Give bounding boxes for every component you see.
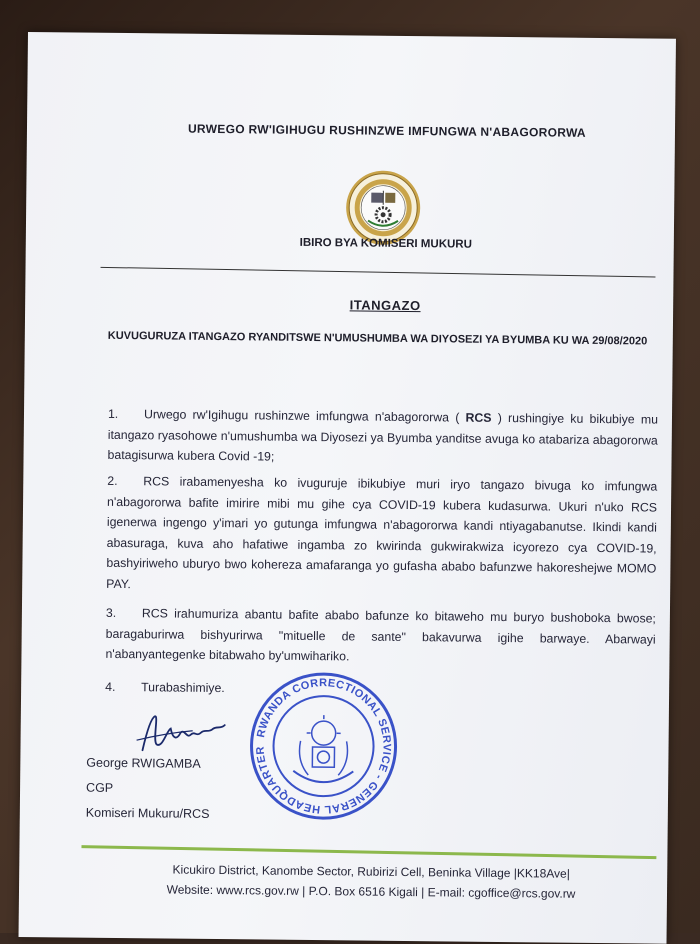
paragraph-text: Turabashimiye. [141, 680, 225, 695]
rcs-acronym: RCS [465, 411, 491, 425]
paragraph-number: 4. [105, 677, 141, 698]
paragraph-1 [107, 404, 658, 471]
footer [81, 859, 661, 905]
rcs-emblem-icon [344, 168, 423, 247]
document-title: ITANGAZO [175, 296, 595, 315]
footer-contacts: Website: www.rcs.gov.rw | P.O. Box 6516 Kigali | E-mail: cgoffice@rcs.gov.rw [81, 879, 661, 905]
paragraph-3 [105, 603, 656, 670]
document-subject: KUVUGURUZA ITANGAZO RYANDITSWE N'UMUSHUMBA WA DIYOSEZI YA BYUMBA KU WA 29/08/2020 [108, 329, 656, 350]
paragraph-number: 2. [107, 471, 143, 492]
signatory-block [86, 751, 210, 827]
paragraph-text: RCS irahumuriza abantu bafite ababo bafunze ko bitaweho mu buryo bushoboka bwose; baragaburirwa bishyurirwa "mituelle de sante" bakavurwa igihe barwaye. Abarwayi n'abanyantegenke bitabwaho by'umwihariko. [105, 606, 656, 663]
paragraph-text: Urwego rw'Igihugu rushinzwe imfungwa n'abagororwa ( [144, 407, 466, 424]
svg-text:RWANDA CORRECTIONAL SERVICE -: RWANDA CORRECTIONAL SERVICE - GENERAL HEADQUARTER [254, 676, 394, 816]
header-divider [101, 267, 656, 278]
paragraph-2 [106, 471, 657, 600]
signatory-rank: CGP [86, 776, 210, 802]
paragraph-number: 3. [106, 603, 142, 624]
organization-name: URWEGO RW'IGIHUGU RUSHINZWE IMFUNGWA N'ABAGORORWA [177, 122, 597, 140]
footer-divider [81, 845, 656, 859]
signatory-position: Komiseri Mukuru/RCS [86, 801, 210, 827]
paragraph-number: 1. [108, 404, 144, 425]
paragraph-text: RCS irabamenyesha ko ivuguruje ibikubiye muri iryo tangazo bivuga ko imfungwa n'abagororwa bafite imirire mibi mu gihe cya COVID-19 kubera kudasurwa. Ukuri n'uko RCS igenerwa ingengo y'imari yo gutunga imfungwa n'abagororwa kandi ntiyagabanutse. Ikindi kandi abasuraga, kuva aho hafatiwe ingamba zo kwirinda gukwirakwiza icyorezo cya COVID-19, bashyiriweho uburyo bwo kohereza amafaranga yo gufasha ababo bafunzwe hakoreshejwe MOMO PAY. [106, 474, 657, 590]
handwritten-signature-icon [132, 710, 232, 756]
footer-address: Kicukiro District, Kanombe Sector, Rubirizi Cell, Beninka Village |KK18Ave| [81, 859, 661, 885]
office-name: IBIRO BYA KOMISERI MUKURU [176, 236, 596, 252]
official-stamp-icon [248, 670, 400, 822]
letter-page [19, 32, 676, 944]
signatory-name: George RWIGAMBA [86, 751, 210, 777]
paragraph-text: ) rushingiye ku bikubiye mu itangazo ryasohowe n'umushumba wa Diyosezi ya Byumba yanditse avuga ko atabariza abagororwa batagisurwa kubera Covid -19; [108, 411, 659, 464]
